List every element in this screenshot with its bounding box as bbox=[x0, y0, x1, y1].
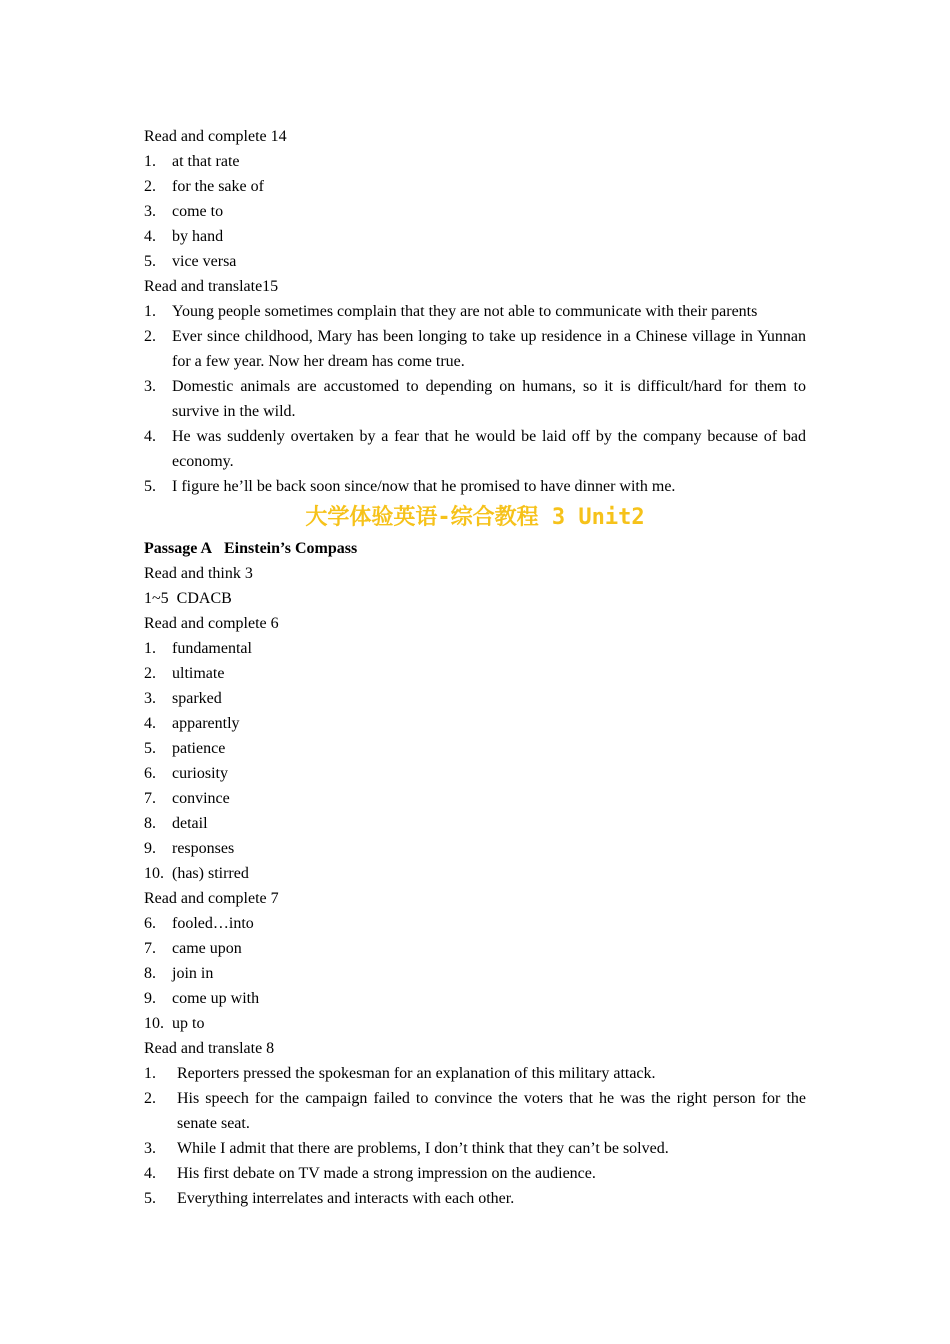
list-item: 5. patience bbox=[144, 740, 226, 757]
list-item: 1. fundamental bbox=[144, 640, 252, 657]
list-item: 4. He was suddenly overtaken by a fear that he would be laid off by the company because of bad economy. bbox=[144, 428, 806, 470]
list-item: 5. Everything interrelates and interacts with each other. bbox=[144, 1190, 515, 1207]
section-heading-read-think-3: Read and think 3 bbox=[144, 565, 253, 582]
document-page bbox=[144, 124, 806, 1211]
list-item: 3. come to bbox=[144, 203, 224, 220]
unit-title: 大学体验英语-综合教程 3 Unit2 bbox=[305, 505, 645, 530]
list-item: 9. come up with bbox=[144, 990, 260, 1007]
passage-label: Passage A bbox=[144, 540, 212, 557]
section-heading-read-translate-8: Read and translate 8 bbox=[144, 1040, 275, 1057]
read-think-answer: 1~5 CDACB bbox=[144, 590, 232, 607]
list-item: 5. I figure he’ll be back soon since/now that he promised to have dinner with me. bbox=[144, 478, 676, 495]
list-item: 10. up to bbox=[144, 1015, 205, 1032]
list-item: 4. His first debate on TV made a strong impression on the audience. bbox=[144, 1165, 596, 1182]
list-item: 1. at that rate bbox=[144, 153, 240, 170]
list-item: 6. curiosity bbox=[144, 765, 228, 782]
list-item: 1. Reporters pressed the spokesman for an explanation of this military attack. bbox=[144, 1065, 656, 1082]
answer-list-read-translate-15 bbox=[144, 299, 806, 499]
list-item: 7. convince bbox=[144, 790, 230, 807]
list-item: 2. His speech for the campaign failed to convince the voters that he was the right person for the senate seat. bbox=[144, 1090, 806, 1132]
list-item: 1. Young people sometimes complain that they are not able to communicate with their parents bbox=[144, 303, 758, 320]
list-item: 2. for the sake of bbox=[144, 178, 264, 195]
answer-list-read-translate-8 bbox=[144, 1061, 806, 1211]
list-item: 3. While I admit that there are problems, I don’t think that they can’t be solved. bbox=[144, 1140, 669, 1157]
answer-list-read-complete-7 bbox=[144, 911, 806, 1036]
list-item: 4. by hand bbox=[144, 228, 224, 245]
list-item: 3. Domestic animals are accustomed to depending on humans, so it is difficult/hard for them to survive in the wild. bbox=[144, 378, 806, 420]
section-heading-read-translate-15: Read and translate15 bbox=[144, 278, 279, 295]
list-item: 8. join in bbox=[144, 965, 214, 982]
list-item: 7. came upon bbox=[144, 940, 242, 957]
section-heading-read-complete-14: Read and complete 14 bbox=[144, 128, 287, 145]
list-item: 2. ultimate bbox=[144, 665, 225, 682]
section-heading-read-complete-6: Read and complete 6 bbox=[144, 615, 279, 632]
list-item: 3. sparked bbox=[144, 690, 222, 707]
list-item: 10. (has) stirred bbox=[144, 865, 249, 882]
list-item: 9. responses bbox=[144, 840, 235, 857]
passage-title: Einstein’s Compass bbox=[224, 540, 358, 557]
section-heading-read-complete-7: Read and complete 7 bbox=[144, 890, 279, 907]
answer-list-read-complete-6 bbox=[144, 636, 806, 886]
list-item: 2. Ever since childhood, Mary has been longing to take up residence in a Chinese village in Yunnan for a few year. Now her dream has come true. bbox=[144, 328, 806, 370]
answer-list-read-complete-14 bbox=[144, 149, 806, 274]
list-item: 8. detail bbox=[144, 815, 208, 832]
list-item: 5. vice versa bbox=[144, 253, 237, 270]
list-item: 4. apparently bbox=[144, 715, 240, 732]
passage-heading bbox=[144, 536, 806, 561]
list-item: 6. fooled…into bbox=[144, 915, 254, 932]
